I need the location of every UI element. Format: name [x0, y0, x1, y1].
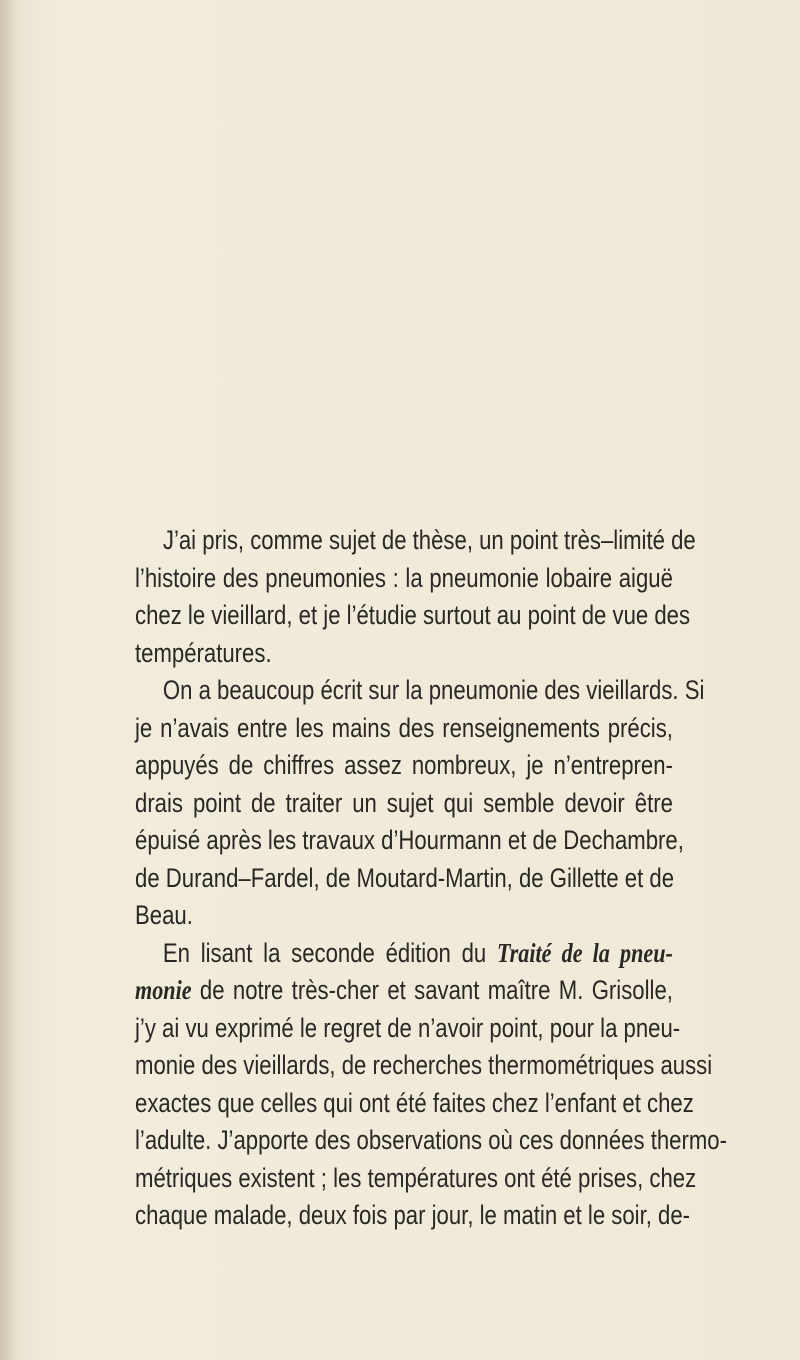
text-line: je n’avais entre les mains des renseignements précis, [135, 712, 673, 743]
text-line: l’adulte. J’apporte des observations où ces données thermo- [135, 1125, 727, 1155]
text-run: de notre très-cher et savant maître M. Grisolle, [191, 975, 673, 1005]
text-line: chez le vieillard, et je l’étudie surtout au point de vue des [135, 600, 691, 630]
book-title: monie [135, 975, 192, 1005]
text-line: l’histoire des pneumonies : la pneumonie lobaire aiguë [135, 562, 673, 593]
book-title: Traité de la pneu- [496, 937, 673, 968]
body-text [135, 522, 727, 1235]
text-run: En lisant la seconde édition du [162, 937, 497, 968]
text-line: monie des vieillards, de recherches thermométriques aussi [135, 1050, 713, 1080]
text-line: chaque malade, deux fois par jour, le matin et le soir, de- [135, 1200, 691, 1230]
text-line: températures. [135, 637, 272, 668]
text-line: de Durand–Fardel, de Moutard-Martin, de Gillette et de [135, 862, 675, 893]
text-line: Beau. [135, 900, 193, 930]
text-line: épuisé après les travaux d’Hourmann et de Dechambre, [135, 825, 684, 855]
page-edge [0, 0, 14, 1360]
text-line: métriques existent ; les températures ont été prises, chez [135, 1162, 697, 1193]
text-line: On a beaucoup écrit sur la pneumonie des vieillards. Si [162, 675, 705, 705]
text-line: drais point de traiter un sujet qui semble devoir être [135, 787, 673, 818]
text-line: appuyés de chiffres assez nombreux, je n’entrepren- [135, 750, 673, 780]
text-line: exactes que celles qui ont été faites chez l’enfant et chez [135, 1087, 694, 1118]
text-line: J’ai pris, comme sujet de thèse, un point très–limité de [162, 525, 696, 555]
text-line [135, 972, 673, 1010]
text-line [135, 935, 673, 973]
text-line: j’y ai vu exprimé le regret de n’avoir point, pour la pneu- [135, 1012, 681, 1043]
